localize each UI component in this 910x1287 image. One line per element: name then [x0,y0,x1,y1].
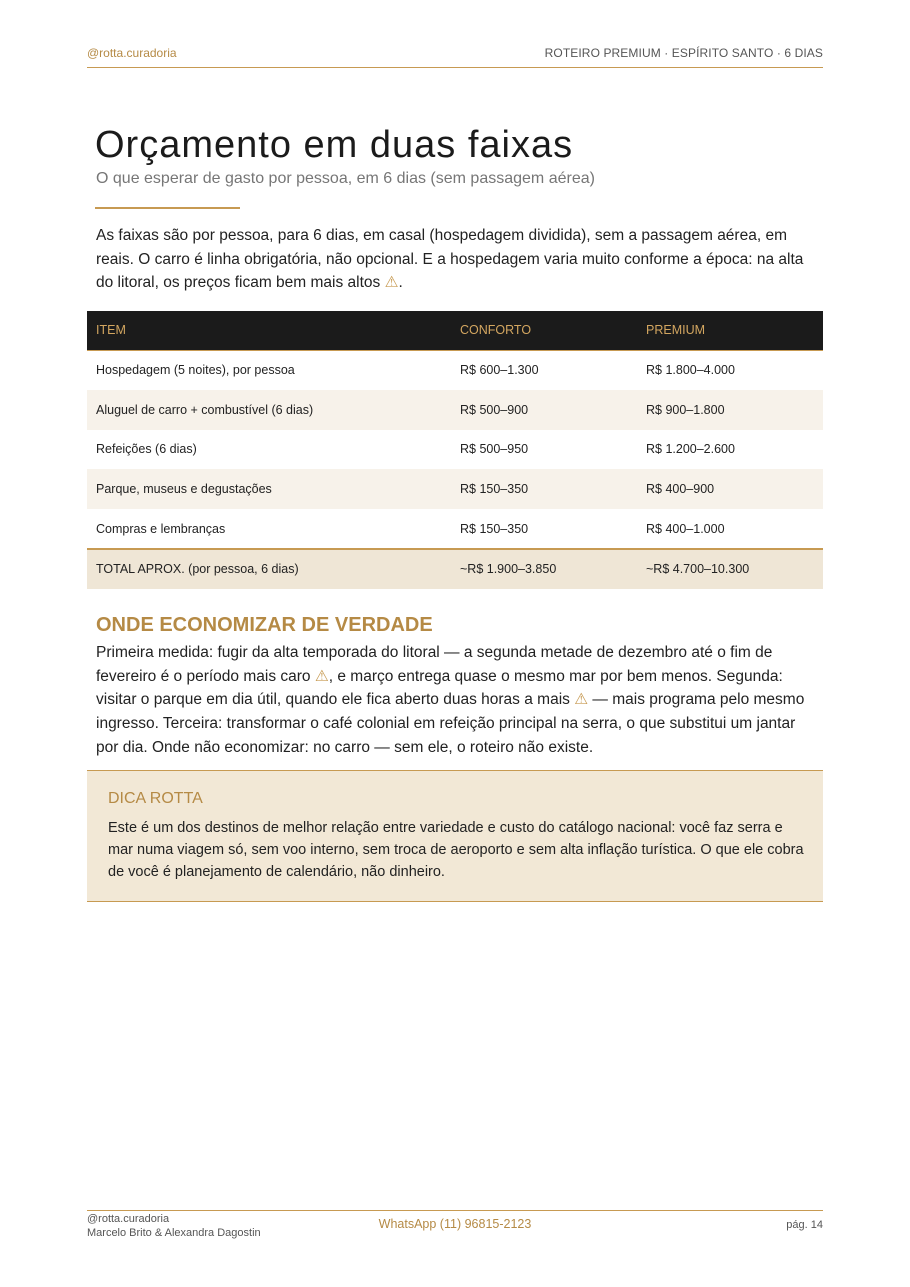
cell-premium: R$ 900–1.800 [637,390,823,430]
tip-body: Este é um dos destinos de melhor relação entre variedade e custo do catálogo nacional: você faz serra e mar numa viagem só, sem voo interno, sem troca de aeroporto e sem alta inflação turística. O que ele cobra de você é planejamento de calendário, não dinheiro. [108,820,804,880]
warning-icon: ⚠ [314,667,329,685]
section-text-2: , e março entrega quase o mesmo mar por bem menos. Segunda: visitar o parque em dia útil, quando ele fica aberto duas horas a mais [96,667,783,709]
cell-premium: R$ 1.200–2.600 [646,442,735,457]
table-row [87,469,823,509]
cell-conforto: R$ 150–350 [451,469,637,509]
intro-text: As faixas são por pessoa, para 6 dias, em casal (hospedagem dividida), sem a passagem aérea, em reais. O carro é linha obrigatória, não opcional. E a hospedagem varia muito conforme a época: na alta do litoral, os preços ficam bem mais altos [96,227,804,291]
cell-item: Refeições (6 dias) [96,442,197,457]
footer-brand: @rotta.curadoria [87,1213,170,1225]
page-title: Orçamento em duas faixas [95,124,574,166]
cell-premium: R$ 1.800–4.000 [646,363,735,378]
cell-conforto: R$ 500–950 [460,442,529,457]
cell-item: Hospedagem (5 noites), por pessoa [96,363,295,378]
section-body [96,641,816,760]
cell-conforto: R$ 600–1.300 [460,363,539,378]
total-label: TOTAL APROX. (por pessoa, 6 dias) [87,549,451,589]
cell-item: Compras e lembranças [96,521,226,536]
cell-premium: R$ 400–900 [637,469,823,509]
section-text-3: — mais programa pelo mesmo ingresso. Terceira: transformar o café colonial em refeição principal na serra, o que substitui um jantar por dia. Onde não economizar: no carro — sem ele, o roteiro não existe. [96,691,805,756]
table-row [87,509,823,549]
cell-conforto: R$ 500–900 [451,390,637,430]
warning-icon: ⚠ [574,691,589,709]
cell-item: Aluguel de carro + combustível (6 dias) [87,390,451,430]
tip-title: DICA ROTTA [108,790,203,807]
header-doc-label: ROTEIRO PREMIUM · ESPÍRITO SANTO · 6 DIAS [544,46,823,60]
tip-box [87,770,823,902]
title-divider [95,207,240,209]
intro-end: . [398,274,403,291]
total-premium: ~R$ 4.700–10.300 [637,549,823,589]
cell-item: Parque, museus e degustações [87,469,451,509]
warning-icon: ⚠ [384,274,399,291]
section-text-1: Primeira medida: fugir da alta temporada do litoral — a segunda metade de dezembro até o fim de fevereiro é o período mais caro [96,644,773,685]
section-title: ONDE ECONOMIZAR DE VERDADE [96,614,433,636]
footer-whatsapp-link[interactable]: WhatsApp (11) 96815-2123 [378,1217,532,1231]
table-row [87,430,823,470]
table-row [87,350,823,390]
cell-premium: R$ 400–1.000 [646,521,725,536]
page-footer [87,1210,823,1250]
table-row [87,390,823,430]
intro-paragraph [96,224,816,295]
budget-table [87,311,823,589]
page-header [87,46,823,68]
table-header-row [87,311,823,350]
page-number: pág. 14 [786,1219,823,1231]
header-premium: PREMIUM [637,311,823,350]
total-conforto: ~R$ 1.900–3.850 [451,549,637,589]
table-total-row [87,549,823,589]
header-conforto: CONFORTO [451,311,637,350]
header-item: ITEM [87,311,451,350]
cell-conforto: R$ 150–350 [460,521,529,536]
page-subtitle: O que esperar de gasto por pessoa, em 6 dias (sem passagem aérea) [96,170,595,187]
footer-authors: Marcelo Brito & Alexandra Dagostin [87,1227,261,1239]
header-brand: @rotta.curadoria [87,46,177,60]
